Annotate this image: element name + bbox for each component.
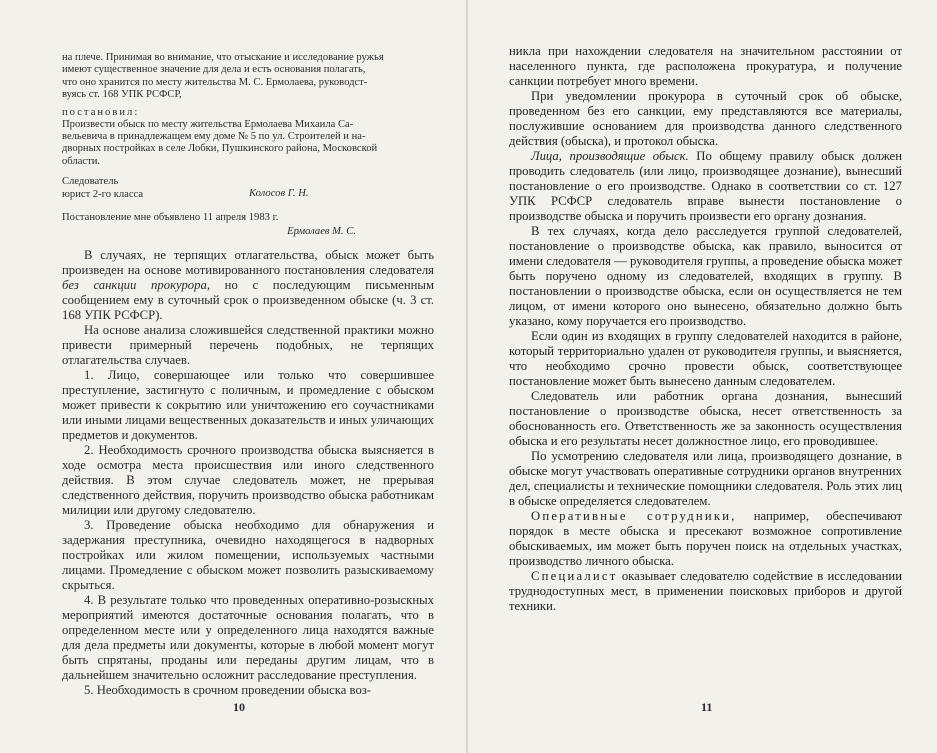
body-paragraph — [62, 518, 434, 593]
spaced-term: Специалист — [531, 569, 618, 583]
order-line: Произвести обыск по месту жительства Ермолаева Михаила Са- — [62, 118, 354, 130]
order-text — [62, 119, 434, 169]
body-paragraph — [509, 449, 902, 509]
body-paragraph — [62, 593, 434, 683]
paragraph-text: При уведомлении прокурора в суточный срок об обыске, проведенном без его санкции, ему представляются все материалы, послужившие основанием для производства данного следственного действия (обыска), и протокол обыска. — [509, 89, 902, 148]
decree-line: имеют существенное значение для дела и есть основания полагать, — [62, 64, 366, 76]
paragraph-text: По усмотрению следователя или лица, производящего дознание, в обыске могут участвовать оперативные сотрудники органов внутренних дел, специалисты и технические помощники следователя. Роль этих лиц в обыске определяется следователем. — [509, 449, 902, 508]
announcement: Постановление мне объявлено 11 апреля 1983 г. — [62, 212, 279, 224]
paragraph-text: 5. Необходимость в срочном проведении обыска воз- — [84, 682, 372, 697]
left-page — [0, 0, 468, 753]
signature-title-line: юрист 2-го класса — [62, 188, 144, 200]
body-paragraph — [62, 368, 434, 443]
decree-line: на плече. Принимая во внимание, что отыскание и исследование ружья — [62, 52, 384, 63]
signature-title-line: Следователь — [62, 176, 119, 188]
decree-line: что оно хранится по месту жительства М. С. Ермолаева, руководст- — [62, 76, 368, 88]
paragraph-text: 2. Необходимость срочного производства обыска выясняется в ходе осмотра места происшествия или иного следственного действия. В этом случае следователь может, не прерывая следственного действия, поручить производство обыска работникам милиции или другому следователю. — [62, 442, 434, 517]
page-number: 11 — [701, 700, 713, 714]
signature-block — [62, 176, 434, 202]
spaced-term: Оперативные сотрудники, — [531, 509, 737, 523]
paragraph-text: 3. Проведение обыска необходимо для обнаружения и задержания преступника, очевидно находящегося в надворных постройках или жилом помещении, используемых частными лицами. Промедление с обыском может позволить разыскиваемому скрыться. — [62, 517, 434, 592]
paragraph-text: оказывает следователю содействие в исследовании труднодоступных мест, в применении поисковых приборов и другой техники. — [509, 569, 902, 613]
body-paragraph — [509, 149, 902, 224]
paragraph-text: Следователь или работник органа дознания, вынесший постановление о производстве обыска, несет ответственность за обоснованность его. Ответственность же за законность осуществления обыска и его результаты несет должностное лицо, его проводившее. — [509, 389, 902, 448]
italic-term: без санкции прокурора, — [62, 277, 211, 292]
body-paragraph — [509, 224, 902, 329]
announcement-name: Ермолаев М. С. — [287, 225, 356, 237]
paragraph-text: На основе анализа сложившейся следственной практики можно привести примерный перечень подобных, не терпящих отлагательства случаев. — [62, 322, 434, 367]
body-paragraph — [62, 248, 434, 323]
paragraph-text: например, обеспечивают порядок в месте обыска и пресекают возможное сопротивление обыскиваемых, им может быть поручен поиск на отдельных участках, производство личного обыска. — [509, 509, 902, 568]
body-paragraph — [62, 443, 434, 518]
paragraph-text: 1. Лицо, совершающее или только что совершившее преступление, застигнуто с поличным, и промедление с обыском может привести к сокрытию или уничтожению его соучастниками или иными лицами вещественных доказательств и иных уличающих предметов и документов. — [62, 367, 434, 442]
order-line: области. — [62, 155, 101, 167]
paragraph-text: В случаях, не терпящих отлагательства, обыск может быть произведен на основе мотивированного постановления следователя — [62, 247, 434, 277]
decree-label: постановил: — [62, 106, 140, 118]
body-paragraph — [509, 329, 902, 389]
paragraph-text: 4. В результате только что проведенных оперативно-розыскных мероприятий имеются достаточные основания полагать, что в определенном месте или у определенного лица находятся важные для дела предметы или документы, которые в любой момент могут быть спрятаны, проданы или переданы другим лицам, что в дальнейшем значительно осложнит расследование преступления. — [62, 592, 434, 682]
decree-excerpt — [62, 52, 434, 102]
order-line: вельевича в принадлежащем ему доме № 5 по ул. Строителей и на- — [62, 131, 366, 143]
body-paragraph — [509, 389, 902, 449]
left-page-column — [62, 52, 434, 698]
left-body-text — [62, 248, 434, 698]
right-page — [469, 0, 937, 753]
right-page-column — [509, 44, 902, 614]
body-paragraph — [509, 44, 902, 89]
body-paragraph — [62, 323, 434, 368]
paragraph-text: но с последующим письменным сообщением ему в суточный срок о произведенном обыске (ч. 3 ст. 168 УПК РСФСР). — [62, 277, 434, 322]
page-number: 10 — [233, 700, 245, 714]
body-paragraph — [509, 509, 902, 569]
body-paragraph — [509, 569, 902, 614]
paragraph-text: никла при нахождении следователя на значительном расстоянии от населенного пункта, где расположена прокуратура, и получение санкции потребует много времени. — [509, 44, 902, 88]
paragraph-text: По общему правилу обыск должен проводить следователь (или лицо, производящее дознание), вынесший постановление о его производстве. Однако в соответствии со ст. 127 УПК РСФСР следователь вправе вынести постановление о производстве обыска и поручить произвести его органу дознания. — [509, 149, 902, 223]
body-paragraph — [509, 89, 902, 149]
signature-title — [62, 176, 143, 201]
decree-line: вуясь ст. 168 УПК РСФСР, — [62, 89, 182, 101]
order-line: дворных постройках в селе Лобки, Пушкинского района, Московской — [62, 143, 378, 155]
right-body-text — [509, 44, 902, 614]
signature-name: Колосов Г. Н. — [249, 188, 309, 200]
body-paragraph — [62, 683, 434, 698]
paragraph-text: В тех случаях, когда дело расследуется группой следователей, постановление о производстве обыска, как правило, выносится от имени следователя — руководителя группы, а проведение обыска может быть поручено одному из следователей, входящих в группу. В постановлении о производстве обыска, если он осуществляется не тем лицом, от имени которого оно вынесено, обязательно должно быть указано, кому поручается его производство. — [509, 224, 902, 328]
italic-term: Лица, производящие обыск. — [531, 149, 689, 163]
paragraph-text: Если один из входящих в группу следователей находится в районе, который территориально удален от руководителя группы, и выясняется, что необходимо срочно провести обыск, соответствующее постановление может быть вынесено данным следователем. — [509, 329, 902, 388]
